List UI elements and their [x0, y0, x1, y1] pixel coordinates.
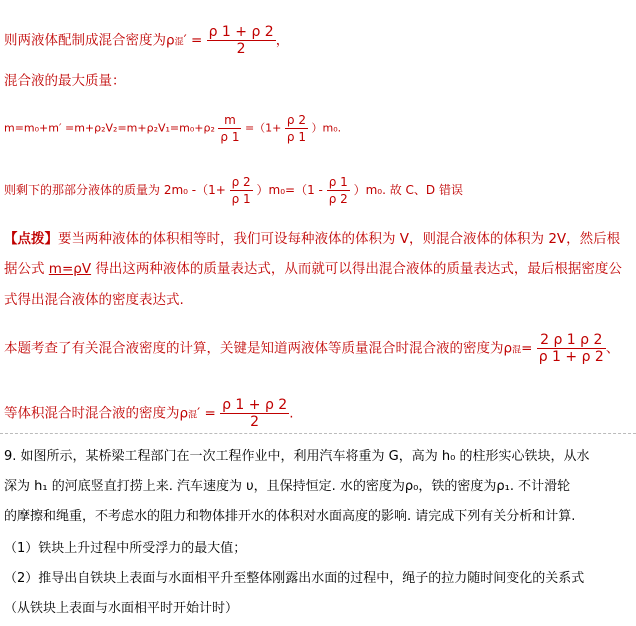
question-item-2-cont: （从铁块上表面与水面相平时开始计时）	[4, 601, 239, 616]
fraction	[327, 174, 350, 207]
denominator: ρ 2	[328, 192, 348, 206]
fraction	[285, 112, 308, 145]
text: 本题考查了有关混合液密度的计算，关键是知道两液体等质量混合时混合液的密度为ρ	[4, 340, 513, 357]
tip-line-1	[4, 230, 620, 248]
subscript: 混	[174, 37, 184, 48]
text: ）m₀=（1 -	[256, 183, 323, 197]
text: ′ =	[183, 32, 203, 49]
numerator: ρ 1 + ρ 2	[222, 397, 288, 413]
subscript: 混	[188, 410, 198, 421]
numerator: ρ 1 + ρ 2	[208, 24, 274, 40]
denominator: ρ 1	[231, 192, 251, 206]
tip-line-3: 式得出混合液体的密度表达式.	[4, 292, 184, 308]
denominator: ρ 1	[286, 130, 306, 144]
solution-line-3	[4, 112, 341, 145]
denominator: 2	[250, 414, 260, 430]
text: ′ =	[197, 405, 216, 422]
fraction	[230, 174, 253, 207]
fraction	[207, 24, 276, 57]
text: =	[521, 340, 533, 357]
text: 得出这两种液体的质量表达式，从而就可以得出混合液体的质量表达式，最后根据密度公	[91, 261, 622, 277]
text: m=m₀+m′ =m+ρ₂V₂=m+ρ₂V₁=m₀+ρ₂	[4, 121, 215, 135]
text: .	[289, 405, 294, 422]
numerator: ρ 2	[231, 175, 251, 189]
solution-line-4	[4, 174, 463, 207]
text: 要当两种液体的体积相等时，我们可设每种液体的体积为 V，则混合液体的体积为 2V，然后根	[58, 231, 621, 247]
denominator: 2	[236, 41, 246, 57]
text: 、	[605, 340, 620, 357]
tip-line-2	[4, 260, 622, 278]
numerator: ρ 2	[286, 113, 306, 127]
subscript: 混	[512, 345, 522, 356]
question-line-2: 深为 h₁ 的河底竖直打捞上来. 汽车速度为 υ，且保持恒定. 水的密度为ρ₀，铁的密度为ρ₁. 不计滑轮	[4, 479, 571, 494]
denominator: ρ 1 + ρ 2	[538, 349, 604, 365]
denominator: ρ 1	[220, 130, 240, 144]
section-divider	[0, 433, 636, 434]
question-item-1: （1）铁块上升过程中所受浮力的最大值；	[4, 541, 247, 556]
question-line-1: 9. 如图所示，某桥梁工程部门在一次工程作业中，利用汽车将重为 G，高为 h₀ 的柱形实心铁块，从水	[4, 449, 590, 464]
text: 则剩下的那部分液体的质量为 2m₀ -（1+	[4, 183, 226, 197]
fraction	[537, 332, 606, 365]
formula: m=ρV	[48, 261, 92, 277]
tip-label: 【点拨】	[4, 231, 58, 247]
numerator: m	[218, 112, 241, 129]
numerator: ρ 1	[328, 175, 348, 189]
fraction	[220, 397, 289, 430]
text: 等体积混合时混合液的密度为ρ	[4, 405, 189, 422]
text: 据公式	[4, 261, 49, 277]
numerator: 2 ρ 1 ρ 2	[537, 332, 606, 349]
summary-line-1	[4, 332, 619, 365]
text: ）m₀.	[311, 121, 342, 135]
text: ，	[275, 32, 290, 49]
text: =（1+	[244, 121, 282, 135]
solution-line-2: 混合液的最大质量：	[4, 73, 126, 89]
text: ）m₀. 故 C、D 错误	[353, 183, 463, 197]
summary-line-2	[4, 397, 293, 430]
solution-line-1	[4, 24, 289, 57]
text: 则两液体配制成混合密度为ρ	[4, 32, 175, 49]
fraction	[218, 112, 241, 145]
question-item-2: （2）推导出自铁块上表面与水面相平升至整体刚露出水面的过程中，绳子的拉力随时间变化的关系式	[4, 571, 585, 586]
question-line-3: 的摩擦和绳重，不考虑水的阻力和物体排开水的体积对水面高度的影响. 请完成下列有关分析和计算.	[4, 509, 576, 524]
